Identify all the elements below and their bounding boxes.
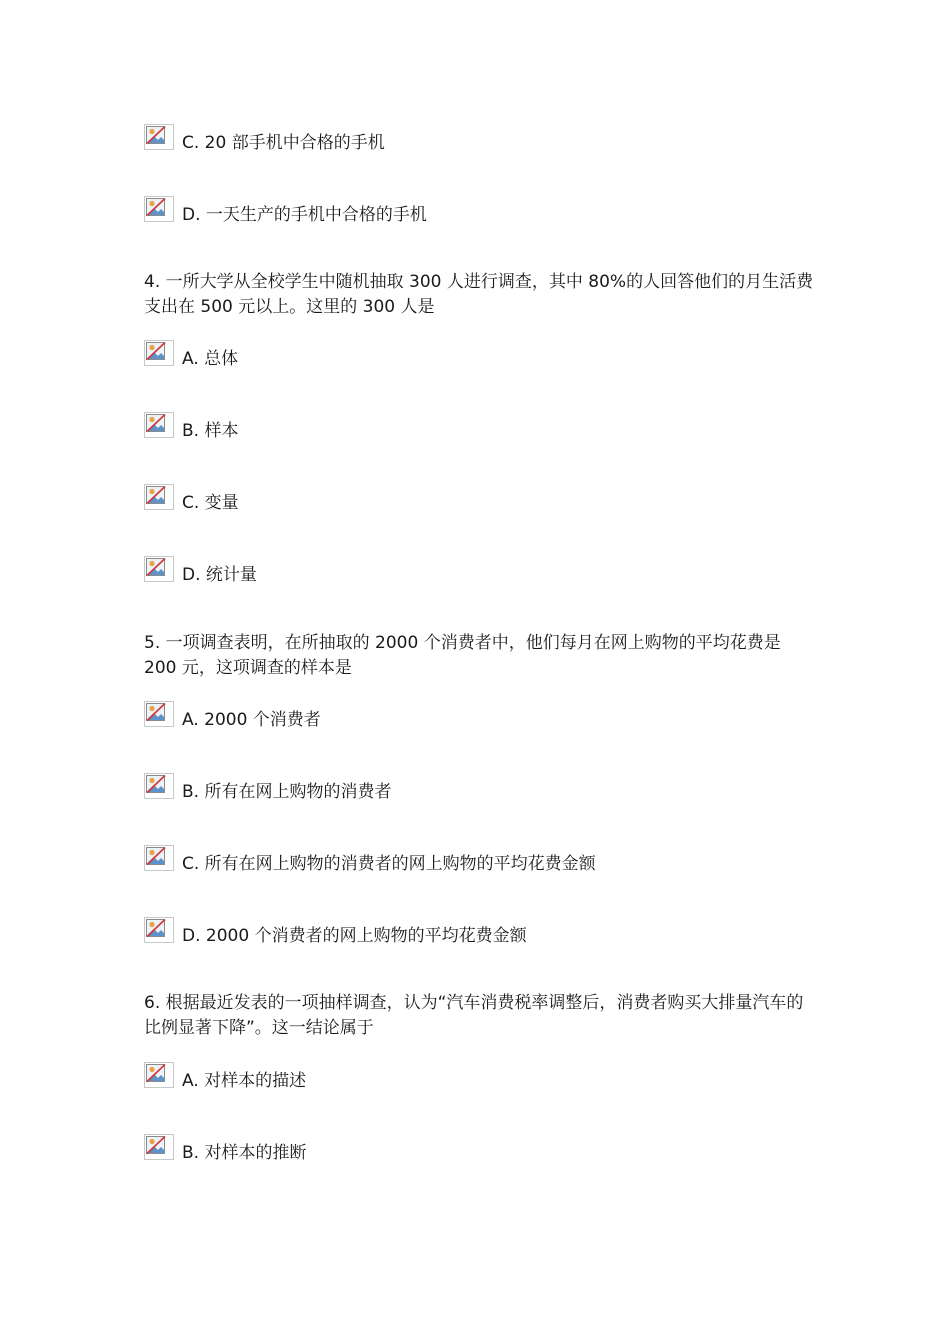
question-4-stem: 4. 一所大学从全校学生中随机抽取 300 人进行调查，其中 80%的人回答他们的月生活费支出在 500 元以上。这里的 300 人是	[144, 272, 814, 317]
radio-option-q4-d[interactable]	[144, 556, 257, 586]
broken-image-icon	[144, 1134, 174, 1160]
option-label: A. 2000 个消费者	[182, 710, 321, 730]
radio-option-q4-b[interactable]	[144, 412, 238, 442]
broken-image-icon	[144, 917, 174, 943]
broken-image-icon	[144, 412, 174, 438]
option-label: C. 变量	[182, 493, 239, 513]
radio-option-q3-c[interactable]	[144, 124, 385, 154]
option-label: B. 对样本的推断	[182, 1143, 307, 1163]
option-label: C. 所有在网上购物的消费者的网上购物的平均花费金额	[182, 854, 596, 874]
option-label: A. 对样本的描述	[182, 1071, 307, 1091]
question-6-stem: 6. 根据最近发表的一项抽样调查，认为“汽车消费税率调整后，消费者购买大排量汽车的比例显著下降”。这一结论属于	[144, 993, 804, 1038]
broken-image-icon	[144, 340, 174, 366]
broken-image-icon	[144, 556, 174, 582]
broken-image-icon	[144, 773, 174, 799]
radio-option-q5-d[interactable]	[144, 917, 527, 947]
radio-option-q4-c[interactable]	[144, 484, 239, 514]
question-5-stem: 5. 一项调查表明，在所抽取的 2000 个消费者中，他们每月在网上购物的平均花费是 200 元，这项调查的样本是	[144, 633, 781, 678]
option-label: B. 所有在网上购物的消费者	[182, 782, 392, 802]
option-label: A. 总体	[182, 349, 239, 369]
radio-option-q6-b[interactable]	[144, 1134, 306, 1164]
radio-option-q5-c[interactable]	[144, 845, 596, 875]
broken-image-icon	[144, 124, 174, 150]
radio-option-q5-a[interactable]	[144, 701, 321, 731]
broken-image-icon	[144, 196, 174, 222]
broken-image-icon	[144, 484, 174, 510]
option-label: D. 2000 个消费者的网上购物的平均花费金额	[182, 926, 527, 946]
option-label: B. 样本	[182, 421, 239, 441]
radio-option-q6-a[interactable]	[144, 1062, 306, 1092]
broken-image-icon	[144, 701, 174, 727]
option-label: D. 一天生产的手机中合格的手机	[182, 205, 427, 225]
radio-option-q4-a[interactable]	[144, 340, 238, 370]
option-label: D. 统计量	[182, 565, 257, 585]
radio-option-q3-d[interactable]	[144, 196, 427, 226]
option-label: C. 20 部手机中合格的手机	[182, 133, 385, 153]
broken-image-icon	[144, 845, 174, 871]
radio-option-q5-b[interactable]	[144, 773, 391, 803]
broken-image-icon	[144, 1062, 174, 1088]
